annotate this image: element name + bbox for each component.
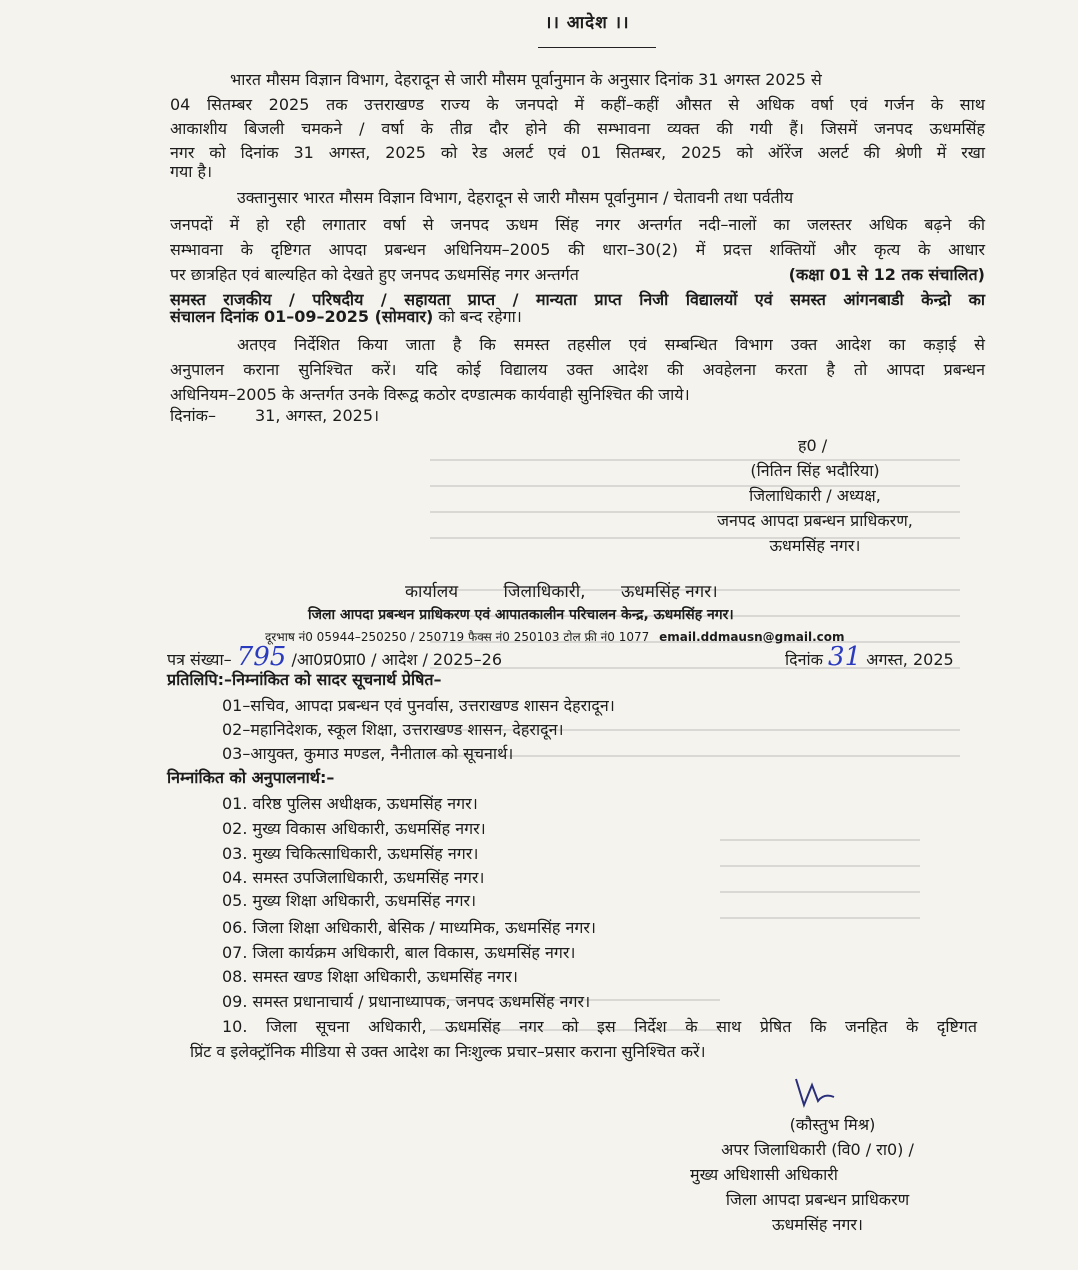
para2-line xyxy=(170,305,522,329)
compliance-list-item: 02. मुख्य विकास अधिकारी, ऊधमसिंह नगर। xyxy=(222,819,486,838)
ref-date-suffix: अगस्त, 2025 xyxy=(866,650,954,669)
info-list-item: 02–महानिदेशक, स्कूल शिक्षा, उत्तराखण्ड शासन, देहरादून। xyxy=(222,720,564,739)
compliance-item-10-cont: प्रिंट व इलेक्ट्रॉनिक मीडिया से उक्त आदेश का निःशुल्क प्रचार–प्रसार कराना सुनिश्चित करें। xyxy=(190,1042,706,1061)
heading-underline xyxy=(538,47,656,48)
compliance-list-item: 06. जिला शिक्षा अधिकारी, बेसिक / माध्यमिक, ऊधमसिंह नगर। xyxy=(222,918,596,937)
signatory-1 xyxy=(680,433,950,558)
ref-suffix: /आ0प्र0प्रा0 / आदेश / 2025–26 xyxy=(291,650,503,669)
compliance-list-item: 03. मुख्य चिकित्साधिकारी, ऊधमसिंह नगर। xyxy=(222,844,479,863)
office-word: कार्यालय xyxy=(405,582,459,602)
signatory-designation: जिलाधिकारी / अध्यक्ष, xyxy=(749,486,881,505)
office-line-1 xyxy=(405,580,718,604)
signatory-name: (कौस्तुभ मिश्र) xyxy=(789,1115,876,1134)
signatory-place: ऊधमसिंह नगर। xyxy=(769,536,861,555)
signatory-authority: जिला आपदा प्रबन्धन प्राधिकरण xyxy=(725,1190,910,1209)
compliance-list-item: 08. समस्त खण्ड शिक्षा अधिकारी, ऊधमसिंह नगर। xyxy=(222,967,518,986)
compliance-list-item: 07. जिला कार्यक्रम अधिकारी, बाल विकास, ऊधमसिंह नगर। xyxy=(222,943,576,962)
info-list-item: 03–आयुक्त, कुमाउ मण्डल, नैनीताल को सूचनार्थ। xyxy=(222,744,514,763)
para2-line: उक्तानुसार भारत मौसम विज्ञान विभाग, देहरादून से जारी मौसम पूर्वानुमान / चेतावनी तथा पर्वतीय xyxy=(237,188,794,207)
compliance-list-item: 04. समस्त उपजिलाधिकारी, ऊधमसिंह नगर। xyxy=(222,868,485,887)
para2-line: सम्भावना के दृष्टिगत आपदा प्रबन्धन अधिनियम–2005 की धारा–30(2) में प्रदत्त शक्तियों और कृत्य के आधार xyxy=(170,240,985,259)
signatory-designation: अपर जिलाधिकारी (वि0 / रा0) / xyxy=(721,1140,914,1159)
para2-line xyxy=(170,263,985,287)
para1-line: गया है। xyxy=(170,162,213,181)
signatory-2 xyxy=(690,1112,945,1237)
para2-bold-classes: (कक्षा 01 से 12 तक संचालित) xyxy=(788,265,985,284)
office-place: ऊधमसिंह नगर। xyxy=(620,582,718,602)
compliance-label: निम्नांकित को अनुपालनार्थ:– xyxy=(167,768,335,787)
handwritten-signature xyxy=(792,1075,838,1109)
para2-line: जनपदों में हो रही लगातार वर्षा से जनपद ऊधम सिंह नगर अन्तर्गत नदी–नालों का जलस्तर अधिक बढ़ने की xyxy=(170,215,985,234)
office-phone-fax: दूरभाष नं0 05944–250250 / 250719 फैक्स नं0 250103 टोल फ्री नं0 1077 xyxy=(265,630,650,644)
compliance-list-item: 09. समस्त प्रधानाचार्य / प्रधानाध्यापक, जनपद ऊधमसिंह नगर। xyxy=(222,992,591,1011)
handwritten-day: 31 xyxy=(828,642,862,672)
ref-prefix: पत्र संख्या– xyxy=(167,650,232,669)
para1-line: भारत मौसम विज्ञान विभाग, देहरादून से जारी मौसम पूर्वानुमान के अनुसार दिनांक 31 अगस्त 2025 से xyxy=(230,70,822,89)
office-designation: जिलाधिकारी, xyxy=(503,582,586,602)
para2-text: पर छात्रहित एवं बाल्यहित को देखते हुए जनपद ऊधमसिंह नगर अन्तर्गत xyxy=(170,265,579,284)
para3-line: अनुपालन कराना सुनिश्चित करें। यदि कोई विद्यालय उक्त आदेश की अवहेलना करता है तो आपदा प्रबन्धन xyxy=(170,360,985,379)
para1-line: नगर को दिनांक 31 अगस्त, 2025 को रेड अलर्ट एवं 01 सितम्बर, 2025 को ऑरेंज अलर्ट की श्रेणी में रखा xyxy=(170,143,985,162)
date-label: दिनांक– xyxy=(170,406,216,425)
signatory-place: ऊधमसिंह नगर। xyxy=(771,1215,863,1234)
para2-bold-date: संचालन दिनांक 01–09–2025 (सोमवार) xyxy=(170,307,434,326)
handwritten-ref-no: 795 xyxy=(236,642,287,672)
order-heading: ।। आदेश ।। xyxy=(545,13,630,33)
para1-line: आकाशीय बिजली चमकने / वर्षा के तीव्र दौर होने की सम्भावना व्यक्त की गयी हैं। जिसमें जनपद ऊधमसिंह xyxy=(170,119,985,138)
date-value: 31, अगस्त, 2025। xyxy=(255,406,380,425)
ref-date-prefix: दिनांक xyxy=(785,650,823,669)
copy-info-label: प्रतिलिपि:–निम्नांकित को सादर सूचनार्थ प्रेषित– xyxy=(167,670,442,689)
office-email: email.ddmausn@gmail.com xyxy=(659,630,845,644)
signatory-authority: जनपद आपदा प्रबन्धन प्राधिकरण, xyxy=(717,511,913,530)
compliance-list-item: 05. मुख्य शिक्षा अधिकारी, ऊधमसिंह नगर। xyxy=(222,891,477,910)
office-line-2: जिला आपदा प्रबन्धन प्राधिकरण एवं आपातकालीन परिचालन केन्द्र, ऊधमसिंह नगर। xyxy=(308,607,734,623)
compliance-list-item: 01. वरिष्ठ पुलिस अधीक्षक, ऊधमसिंह नगर। xyxy=(222,794,478,813)
signed-mark: ह0 / xyxy=(798,436,828,455)
para2-text: को बन्द रहेगा। xyxy=(438,307,522,326)
info-list-item: 01–सचिव, आपदा प्रबन्धन एवं पुनर्वास, उत्तराखण्ड शासन देहरादून। xyxy=(222,696,615,715)
para3-line: अतएव निर्देशित किया जाता है कि समस्त तहसील एवं सम्बन्धित विभाग उक्त आदेश का कड़ाई से xyxy=(237,335,985,354)
para2-bold-line: समस्त राजकीय / परिषदीय / सहायता प्राप्त / मान्यता प्राप्त निजी विद्यालयों एवं समस्त आंगनबाडी केन्द्रो का xyxy=(170,290,985,309)
signatory-designation: मुख्य अधिशासी अधिकारी xyxy=(690,1165,838,1184)
para1-line: 04 सितम्बर 2025 तक उत्तराखण्ड राज्य के जनपदो में कहीं–कहीं औसत से अधिक वर्षा एवं गर्जन के साथ xyxy=(170,95,985,114)
signatory-name: (नितिन सिंह भदौरिया) xyxy=(750,461,880,480)
reference-date xyxy=(785,642,954,672)
compliance-item-10: 10. जिला सूचना अधिकारी, ऊधमसिंह नगर को इस निर्देश के साथ प्रेषित कि जनहित के दृष्टिगत xyxy=(222,1017,977,1036)
para3-line: अधिनियम–2005 के अन्तर्गत उनके विरूद्व कठोर दण्डात्मक कार्यवाही सुनिश्चित की जाये। xyxy=(170,385,690,404)
